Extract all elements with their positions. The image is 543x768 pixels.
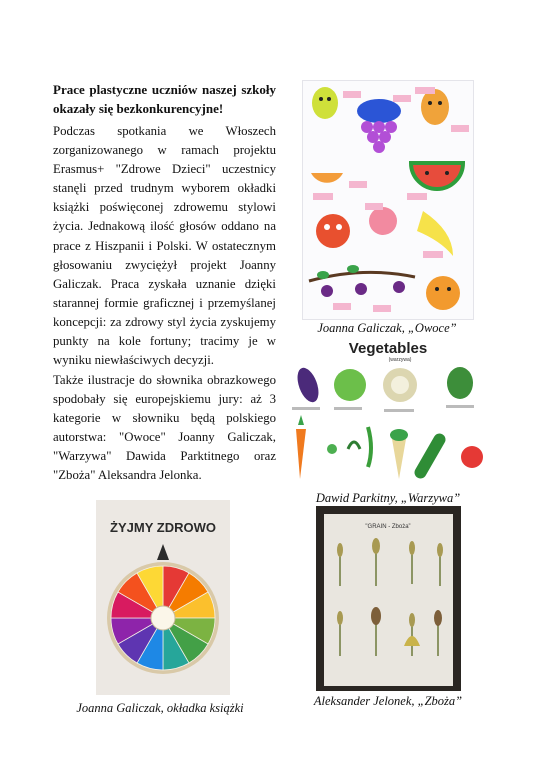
- warzywa-illustration: [288, 339, 488, 489]
- warzywa-caption: Dawid Parkitny, „Warzywa”: [315, 491, 461, 505]
- owoce-artwork-image: [302, 80, 474, 320]
- warzywa-subtitle: (warzywa): [388, 357, 412, 363]
- article-title: Prace plastyczne uczniów naszej szkoły okazały się bezkonkurencyjne!: [53, 82, 276, 116]
- fortune-wheel-illustration: [96, 500, 230, 695]
- owoce-caption: Joanna Galiczak, „Owoce”: [317, 321, 457, 335]
- zyjmy-zdrowo-cover-image: [96, 500, 230, 695]
- article-paragraph-2: Także ilustracje do słownika obrazkowego spodobały się europejskiemu jury: aż 3 kategorie w słowniku będą polskiego autorstwa: "Owoce" Joanny Galiczak, "Warzywa" Dawida Parktitnego oraz "Zboża" Aleksandra Jelonka.: [53, 373, 276, 483]
- warzywa-artwork-image: [288, 339, 488, 489]
- warzywa-title: Vegetables: [348, 340, 428, 357]
- zboza-caption: Aleksander Jelonek, „Zboża”: [313, 694, 463, 708]
- zyjmy-title: ŻYJMY ZDROWO: [110, 520, 216, 535]
- grains-illustration: [316, 506, 461, 691]
- article-paragraph-1: Podczas spotkania we Włoszech zorganizowanego w ramach projektu Erasmus+ "Zdrowe Dzieci" uczestnicy stanęli przed trudnym wyborem okładki książki poświęconej zdrowemu stylowi życia. Jednakową ilość głosów oddano na prace z Hiszpanii i Polski. W ostatecznym głosowaniu zwyciężył projekt Joanny Galiczak. Praca zyskała uznanie dzięki starannej formie graficznej i przemyślanej koncepcji: za zdrowy styl życia zyskujemy punkty na kole fortuny; tracimy je w wyniku niewłaściwych decyzji.: [53, 124, 276, 368]
- zboza-title: "GRAIN - Zboża”: [365, 524, 411, 530]
- zboza-artwork-image: [316, 506, 461, 691]
- zyjmy-caption: Joanna Galiczak, okładka książki: [76, 701, 244, 715]
- owoce-illustration: [303, 81, 473, 319]
